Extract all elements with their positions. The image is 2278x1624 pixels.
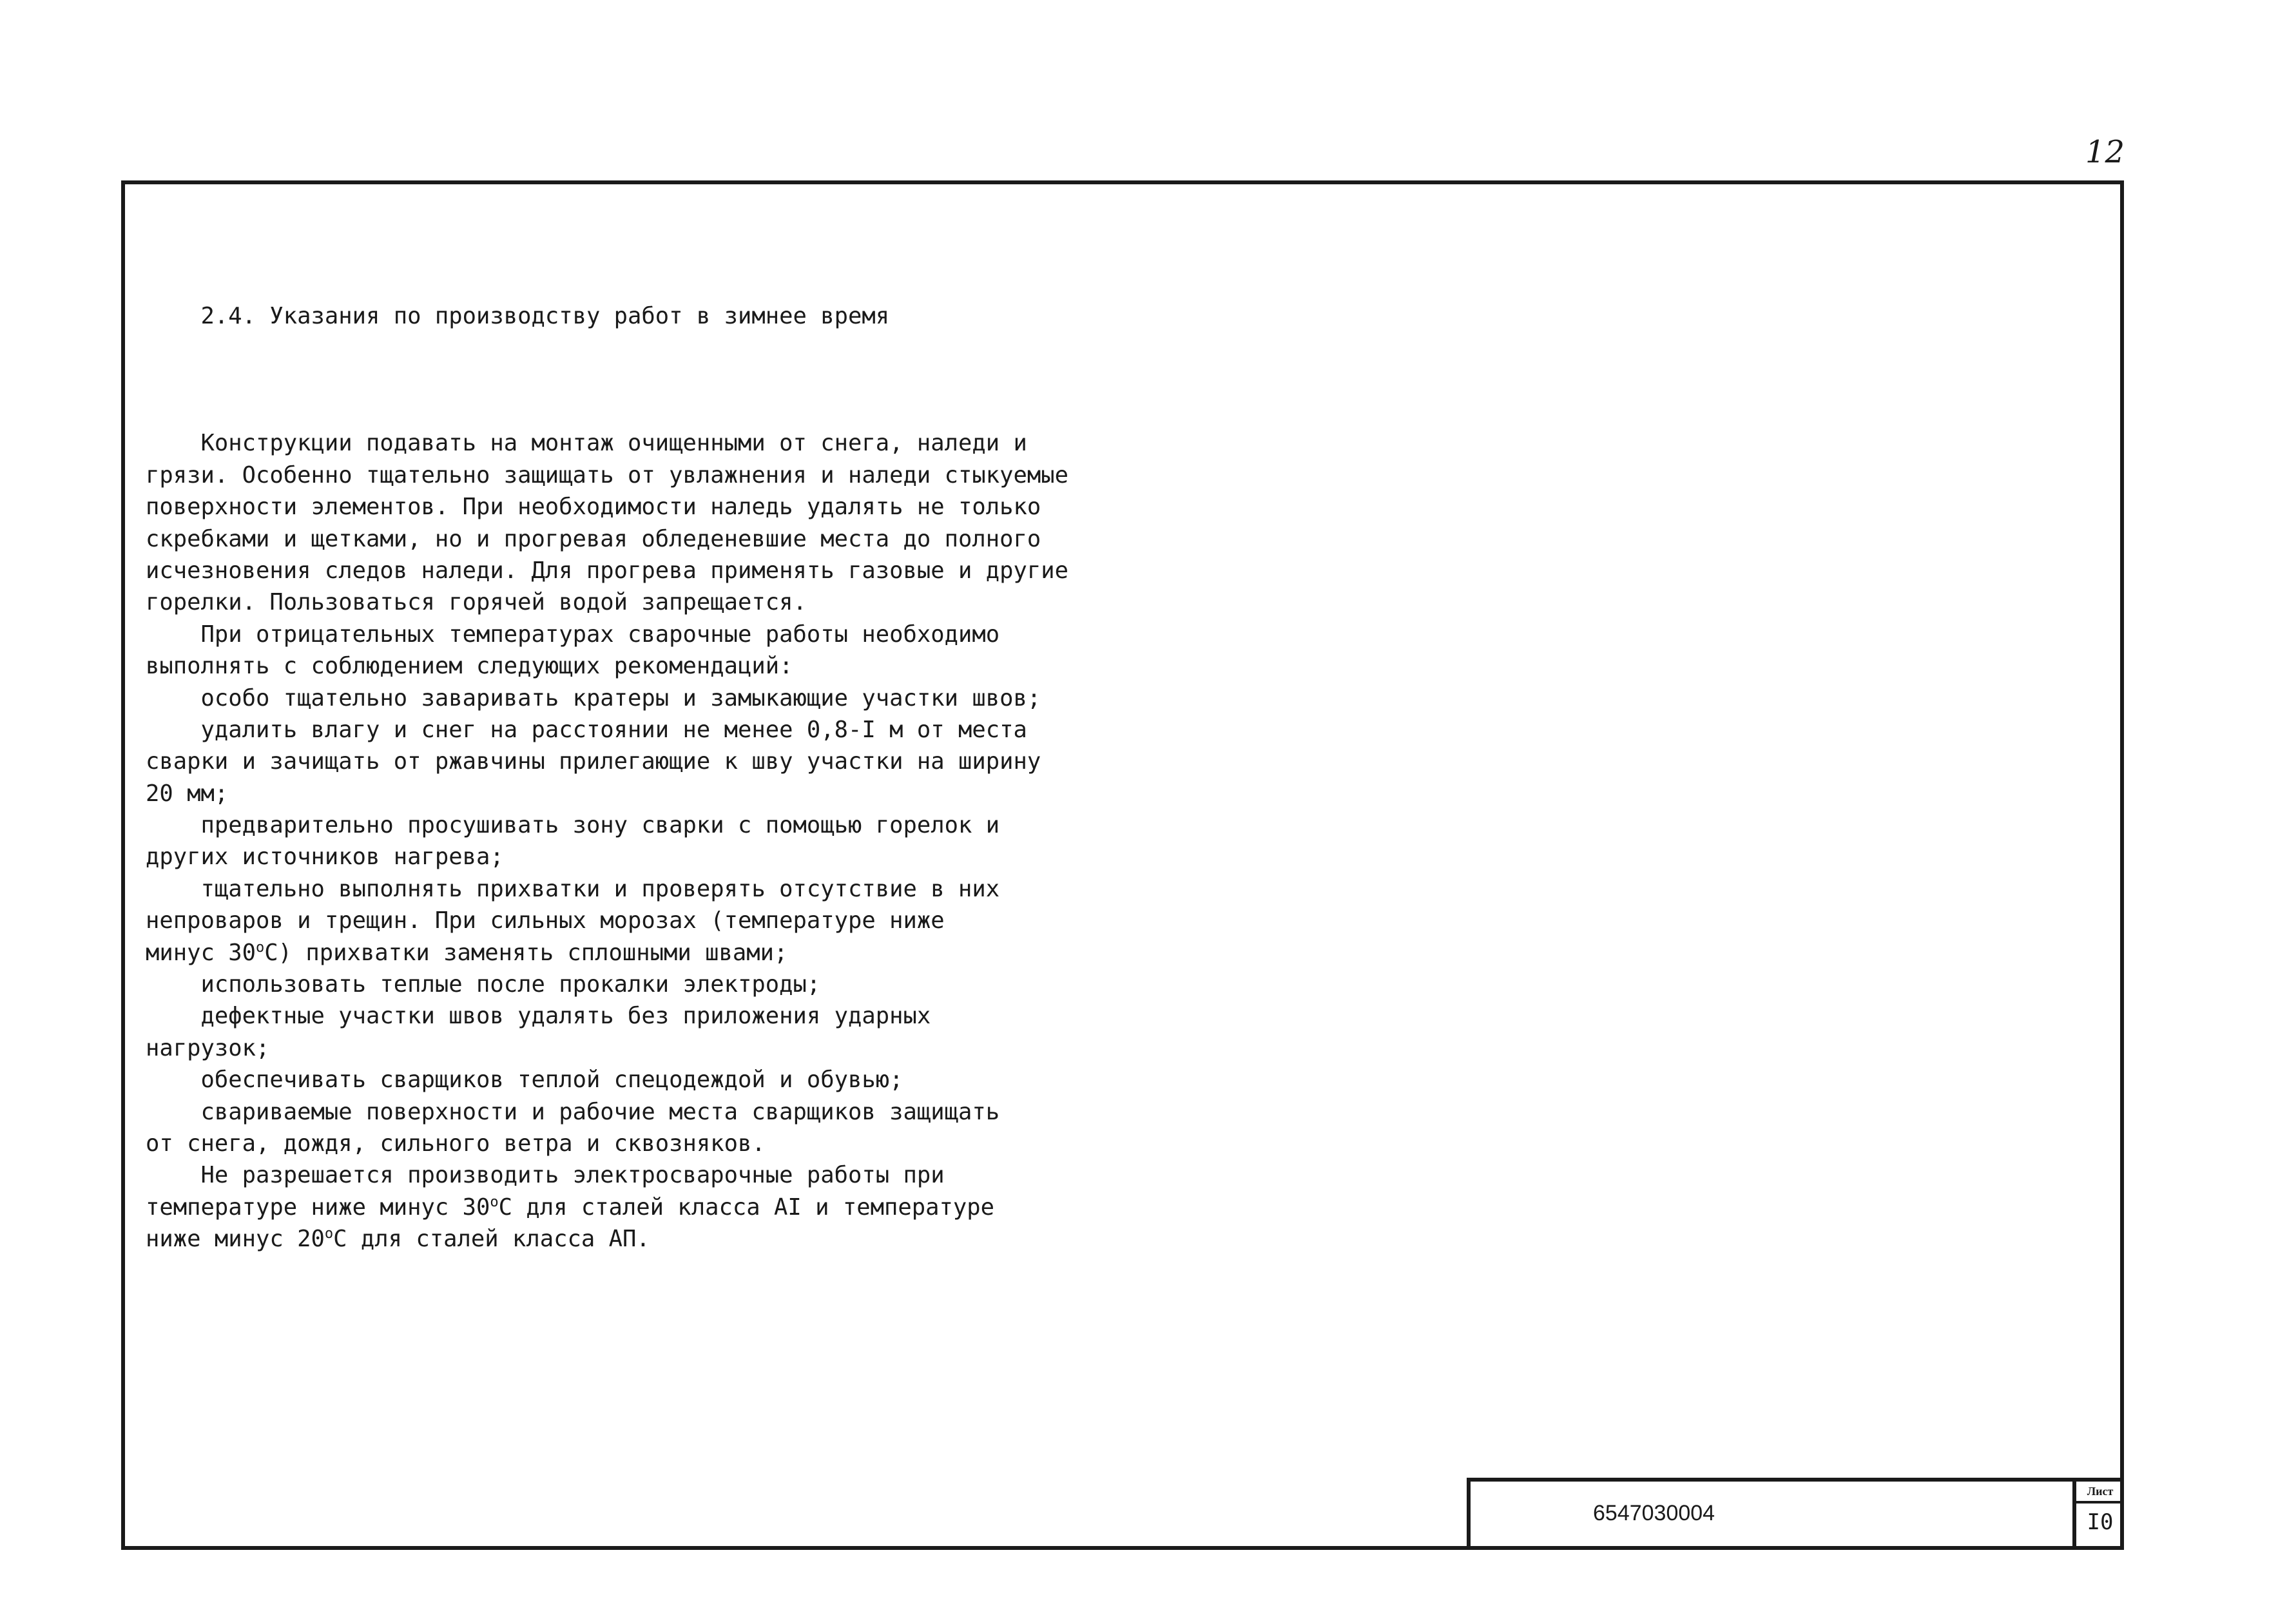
body-line <box>146 778 1125 809</box>
body-line-text: ниже минус 20$^o$С для сталей класса АП. <box>146 1226 650 1253</box>
body-line <box>146 1032 1125 1064</box>
body-line <box>146 682 1125 714</box>
body-line-text: свариваемые поверхности и рабочие места сварщиков защищать <box>200 1098 1000 1125</box>
body-line <box>146 969 1125 1000</box>
body-line-text: нагрузок; <box>146 1034 270 1061</box>
degree-sign: o <box>490 1194 499 1210</box>
body-line <box>146 809 1125 841</box>
body-line-text: непроваров и трещин. При сильных морозах (температуре ниже <box>146 907 945 934</box>
body-line-text: особо тщательно заваривать кратеры и замыкающие участки швов; <box>200 684 1041 711</box>
body-line-text: горелки. Пользоваться горячей водой запрещается. <box>146 589 807 616</box>
body-line-text: минус 30$^o$С) прихватки заменять сплошными швами; <box>146 939 788 966</box>
degree-sign: o <box>255 939 265 956</box>
body-line <box>146 491 1125 523</box>
body-line <box>146 459 1125 491</box>
body-line <box>146 746 1125 777</box>
body-line <box>146 619 1125 650</box>
body-line <box>146 1192 1125 1223</box>
body-line-text: Конструкции подавать на монтаж очищенными от снега, наледи и <box>200 430 1027 457</box>
body-line-text: скребками и щетками, но и прогревая обледеневшие места до полного <box>146 525 1041 552</box>
section-heading <box>146 300 1125 332</box>
body-line <box>146 1096 1125 1128</box>
body-line-text: других источников нагрева; <box>146 844 504 871</box>
body-line <box>146 1223 1125 1255</box>
body-line <box>146 586 1125 618</box>
body-line-text: исчезновения следов наледи. Для прогрева применять газовые и другие <box>146 557 1068 584</box>
body-line-text: поверхности элементов. При необходимости наледь удалять не только <box>146 494 1041 521</box>
sheet-number: I0 <box>2087 1509 2114 1535</box>
body-line <box>146 905 1125 936</box>
body-line-text: от снега, дождя, сильного ветра и сквозняков. <box>146 1130 766 1157</box>
body-line-text: Не разрешается производить электросварочные работы при <box>200 1162 945 1189</box>
body-line-text: тщательно выполнять прихватки и проверять отсутствие в них <box>200 875 1000 902</box>
degree-sign: o <box>324 1226 334 1242</box>
document-code: 6547030004 <box>1593 1501 1715 1525</box>
body-line <box>146 523 1125 555</box>
body-line-text: предварительно просушивать зону сварки с помощью горелок и <box>200 812 1000 839</box>
sheet-label: Лист <box>2076 1483 2124 1503</box>
section-body <box>146 427 1125 1255</box>
body-line <box>146 841 1125 873</box>
body-line-text: обеспечивать сварщиков теплой спецодеждой и обувью; <box>200 1067 903 1094</box>
body-line-text: дефектные участки швов удалять без приложения ударных <box>200 1003 931 1030</box>
sheet-number-cell <box>2072 1482 2124 1550</box>
body-line <box>146 650 1125 682</box>
body-line <box>146 427 1125 459</box>
body-line-text: 20 мм; <box>146 780 229 807</box>
body-line-text: использовать теплые после прокалки электроды; <box>200 971 821 998</box>
section-text <box>146 237 1125 1319</box>
body-line <box>146 937 1125 969</box>
body-line-text: удалить влагу и снег на расстоянии не менее 0,8-I м от места <box>200 716 1027 743</box>
body-line-text: При отрицательных температурах сварочные работы необходимо <box>200 621 1000 648</box>
section-heading-text: 2.4. Указания по производству работ в зимнее время <box>200 302 890 329</box>
body-line <box>146 1128 1125 1159</box>
body-line <box>146 1159 1125 1191</box>
body-line <box>146 714 1125 746</box>
page-number: 12 <box>2085 134 2125 170</box>
body-line-text: выполнять с соблюдением следующих рекомендаций: <box>146 653 793 680</box>
body-line <box>146 1000 1125 1032</box>
body-line <box>146 555 1125 586</box>
body-line <box>146 1064 1125 1096</box>
body-line-text: температуре ниже минус 30$^o$С для сталей класса AI и температуре <box>146 1194 994 1221</box>
body-line <box>146 873 1125 905</box>
title-block-stamp <box>1467 1478 2124 1550</box>
body-line-text: грязи. Особенно тщательно защищать от увлажнения и наледи стыкуемые <box>146 461 1068 488</box>
body-line-text: сварки и зачищать от ржавчины прилегающие к шву участки на ширину <box>146 748 1041 775</box>
